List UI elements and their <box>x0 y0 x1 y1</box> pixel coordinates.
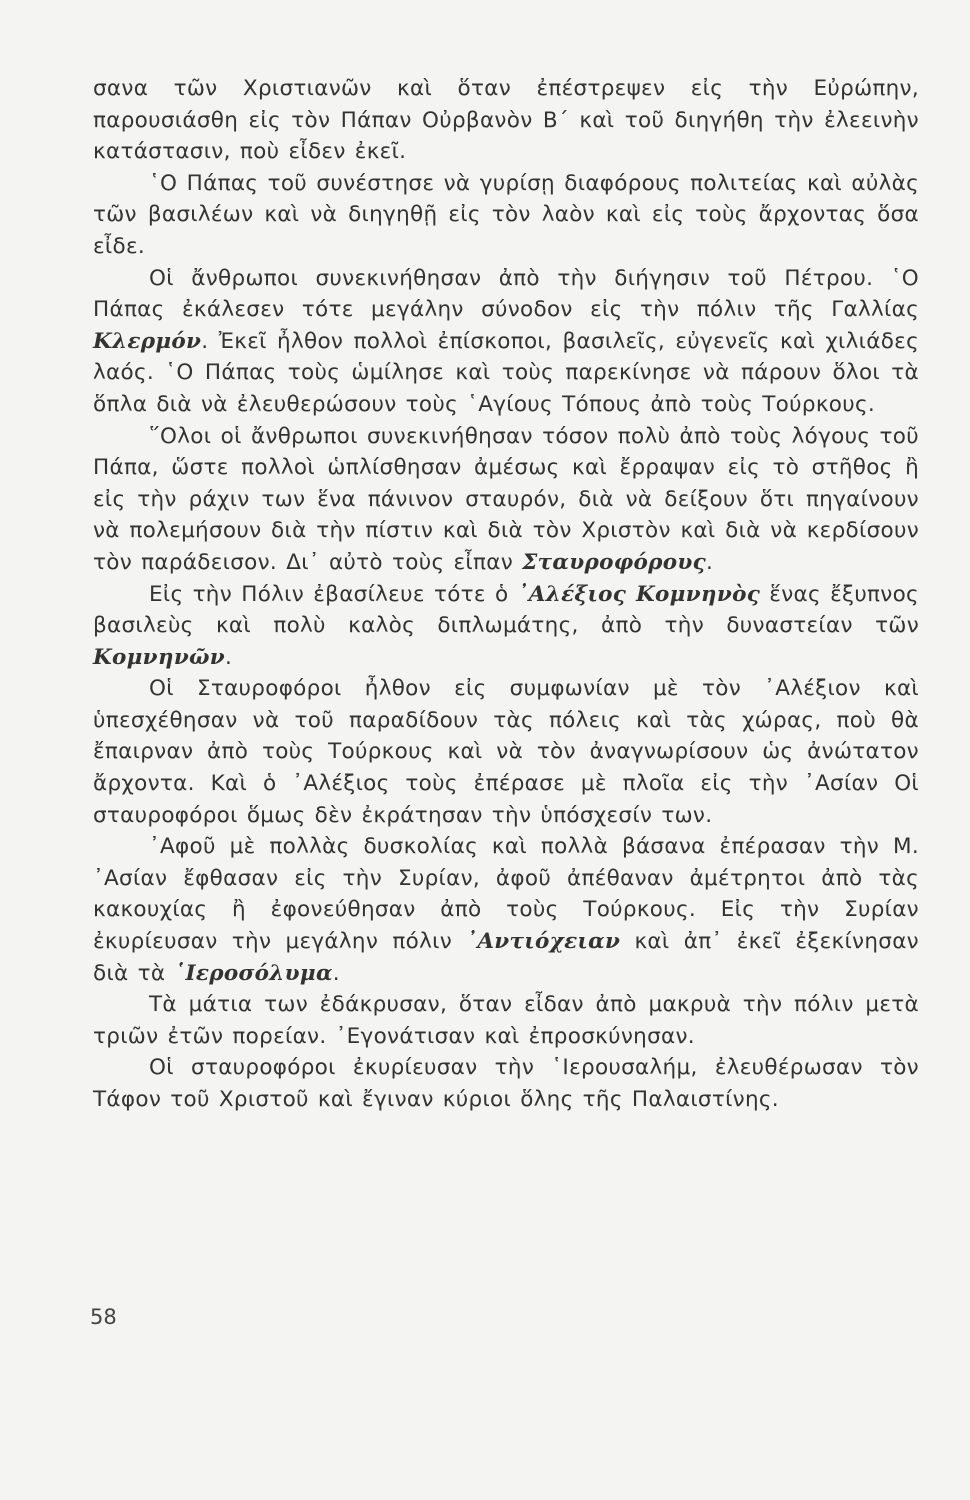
paragraph <box>93 421 919 579</box>
text-run: ῞Ολοι οἱ ἄνθρωποι συνεκινήθησαν τόσον πολὺ ἀπὸ τοὺς λόγους τοῦ Πάπα, ὥστε πολλοὶ ὡπλίσθησαν ἀμέσως καὶ ἔρραψαν εἰς τὸ στῆθος ἢ εἰς τὴν ράχιν των ἕνα πάνινον σταυρόν, διὰ νὰ δείξουν ὅτι πηγαίνουν νὰ πολεμήσουν διὰ τὴν πίστιν καὶ διὰ τὸν Χριστὸν καὶ διὰ νὰ κερδίσουν τὸν παράδεισον. Δι᾿ αὐτὸ τοὺς εἶπαν <box>93 423 919 575</box>
text-run: ἕνας ἔξυπνος βασιλεὺς καὶ πολὺ καλὸς διπλωμάτης, ἀπὸ τὴν δυναστείαν τῶν <box>93 581 919 639</box>
emphasized-term: Σταυροφόρους <box>522 549 706 575</box>
text-run: Οἱ σταυροφόροι ἐκυρίευσαν τὴν ῾Ιερουσαλήμ, ἐλευθέρωσαν τὸν Τάφον τοῦ Χριστοῦ καὶ ἔγιναν κύριοι ὅλης τῆς Παλαιστίνης. <box>93 1055 919 1112</box>
text-run: Εἰς τὴν Πόλιν ἐβασίλευε τότε ὁ <box>149 581 518 607</box>
emphasized-term: Κομνηνῶν <box>93 644 226 670</box>
text-run: . <box>332 960 340 986</box>
text-run: ῾Ο Πάπας τοῦ συνέστησε νὰ γυρίσῃ διαφόρους πολιτείας καὶ αὐλὰς τῶν βασιλέων καὶ νὰ διηγηθῇ εἰς τὸν λαὸν καὶ εἰς τοὺς ἄρχοντας ὅσα εἶδε. <box>93 170 919 259</box>
paragraph <box>93 831 919 989</box>
text-run: καὶ ἀπ᾿ ἐκεῖ ἐξεκίνησαν διὰ τὰ <box>93 929 919 986</box>
emphasized-term: ᾿Αλέξιος Κομνηνὸς <box>517 581 761 607</box>
paragraph <box>93 168 919 263</box>
text-run: σανα τῶν Χριστιανῶν καὶ ὅταν ἐπέστρεψεν εἰς τὴν Εὐρώπην, παρουσιάσθη εἰς τὸν Πάπαν Οὐρβανὸν Β΄ καὶ τοῦ διηγήθη τὴν ἐλεεινὴν κατάστασιν, ποὺ εἶδεν ἐκεῖ. <box>93 76 919 165</box>
text-run: . <box>705 549 714 575</box>
text-run: Οἱ Σταυροφόροι ἦλθον εἰς συμφωνίαν μὲ τὸν ᾿Αλέξιον καὶ ὑπεσχέθησαν νὰ τοῦ παραδίδουν τὰς πόλεις καὶ τὰς χώρας, ποὺ θὰ ἔπαιρναν ἀπὸ τοὺς Τούρκους καὶ νὰ τὸν ἀναγνωρίσουν ὡς ἀνώτατον ἄρχοντα. Καὶ ὁ ᾿Αλέξιος τοὺς ἐπέρασε μὲ πλοῖα εἰς τὴν ᾿Ασίαν Οἱ σταυροφόροι ὅμως δὲν ἐκράτησαν τὴν ὑπόσχεσίν των. <box>93 676 919 828</box>
text-run: Οἱ ἄνθρωποι συνεκινήθησαν ἀπὸ τὴν διήγησιν τοῦ Πέτρου. ῾Ο Πάπας ἐκάλεσεν τότε μεγάλην σύνοδον εἰς τὴν πόλιν τῆς Γαλλίας <box>93 265 919 323</box>
text-run: ᾿Αφοῦ μὲ πολλὰς δυσκολίας καὶ πολλὰ βάσανα ἐπέρασαν τὴν Μ. ᾿Ασίαν ἔφθασαν εἰς τὴν Συρίαν, ἀφοῦ ἀπέθαναν ἀμέτρητοι ἀπὸ τὰς κακουχίας ἢ ἐφονεύθησαν ἀπὸ τοὺς Τούρκους. Εἰς τὴν Συρίαν ἐκυρίευσαν τὴν μεγάλην πόλιν <box>93 834 919 955</box>
paragraph <box>93 673 919 831</box>
paragraph <box>93 1052 919 1115</box>
text-run: Τὰ μάτια των ἐδάκρυσαν, ὅταν εἶδαν ἀπὸ μακρυὰ τὴν πόλιν μετὰ τριῶν ἐτῶν πορείαν. ᾿Εγονάτισαν καὶ ἐπροσκύνησαν. <box>93 992 919 1049</box>
paragraph <box>93 73 919 168</box>
paragraph <box>93 579 919 674</box>
emphasized-term: ῾Ιεροσόλυμα <box>174 960 333 986</box>
paragraph <box>93 989 919 1052</box>
body-text <box>93 73 919 1116</box>
page-number: 58 <box>90 1305 117 1329</box>
emphasized-term: ᾿Αντιόχειαν <box>466 929 621 955</box>
text-run: . Ἐκεῖ ἦλθον πολλοὶ ἐπίσκοποι, βασιλεῖς, εὐγενεῖς καὶ χιλιάδες λαός. ῾Ο Πάπας τοὺς ὡμίλησε καὶ τοὺς παρεκίνησε νὰ πάρουν ὅλοι τὰ ὅπλα διὰ νὰ ἐλευθερώσουν τοὺς ῾Αγίους Τόπους ἀπὸ τοὺς Τούρκους. <box>93 328 919 417</box>
emphasized-term: Κλερμόν <box>93 328 202 354</box>
text-run: . <box>225 644 233 670</box>
paragraph <box>93 263 919 421</box>
